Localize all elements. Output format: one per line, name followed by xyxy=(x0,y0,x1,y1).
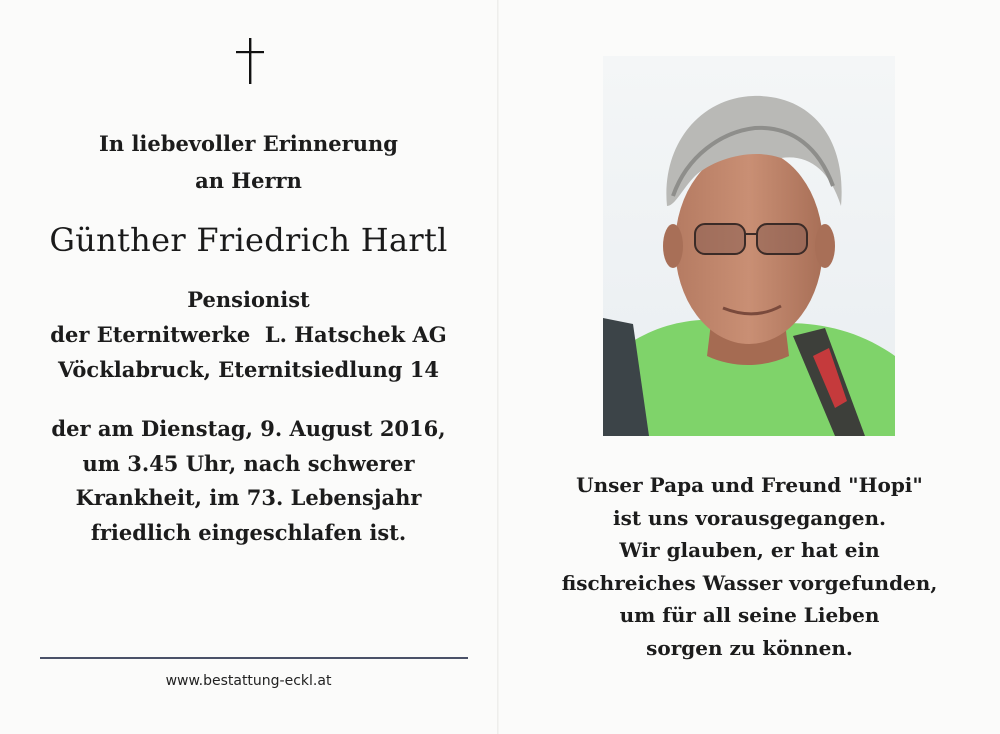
death-notice-line: der am Dienstag, 9. August 2016, xyxy=(51,416,446,441)
occupation-line: Pensionist xyxy=(187,287,310,312)
left-panel xyxy=(0,0,497,734)
cross-icon xyxy=(230,36,270,86)
occupation-line: Vöcklabruck, Eternitsiedlung 14 xyxy=(58,357,439,382)
verse-line: um für all seine Lieben xyxy=(619,603,880,627)
verse-line: Wir glauben, er hat ein xyxy=(619,538,880,562)
verse-line: Unser Papa und Freund "Hopi" xyxy=(576,473,923,497)
intro-line: an Herrn xyxy=(195,168,302,193)
intro-line: In liebevoller Erinnerung xyxy=(99,131,398,156)
intro-text xyxy=(0,125,497,199)
website-text: www.bestattung-eckl.at xyxy=(165,673,332,689)
occupation-text xyxy=(0,282,497,387)
deceased-name: Günther Friedrich Hartl xyxy=(49,221,448,259)
verse-line: fischreiches Wasser vorgefunden, xyxy=(561,570,938,595)
verse-line: ist uns vorausgegangen. xyxy=(612,505,887,530)
death-notice-line: um 3.45 Uhr, nach schwerer xyxy=(82,450,415,476)
portrait-photo xyxy=(603,56,895,436)
death-notice-line: friedlich eingeschlafen ist. xyxy=(90,519,407,545)
occupation-line: der Eternitwerke L. Hatschek AG xyxy=(50,322,447,347)
death-notice xyxy=(0,412,497,550)
divider xyxy=(40,657,468,659)
death-notice-line: Krankheit, im 73. Lebensjahr xyxy=(75,485,422,510)
verse-line: sorgen zu können. xyxy=(646,635,853,660)
right-panel xyxy=(499,0,1000,734)
verse-text xyxy=(499,469,1000,664)
